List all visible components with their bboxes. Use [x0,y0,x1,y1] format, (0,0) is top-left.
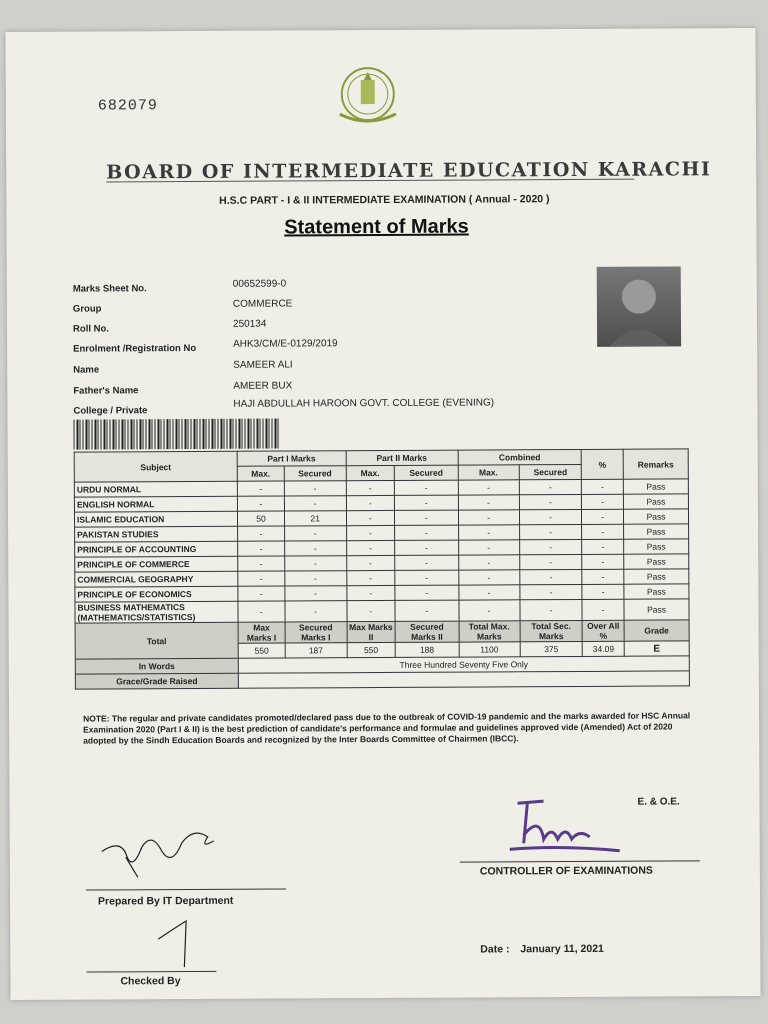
percent-header: % [582,449,624,479]
value-roll-no: 250134 [232,318,267,330]
mark-cell: - [285,571,347,586]
mark-cell: - [284,496,346,511]
mark-cell: - [346,585,395,600]
grace-value [238,671,689,688]
remarks-cell: Pass [624,569,689,584]
mark-cell: - [519,524,582,539]
col-header: Secured [394,465,457,480]
checked-by-label: Checked By [120,975,181,988]
subject-rows [74,479,689,623]
mark-cell: - [458,510,519,525]
mark-cell: - [458,585,519,600]
label-group: Group [72,303,102,315]
mark-cell: - [458,540,519,555]
remarks-cell: Pass [624,554,689,569]
mark-cell: - [519,539,582,554]
subject-name: PRINCIPLE OF COMMERCE [75,556,238,572]
date-label: Date : [480,943,510,956]
remarks-cell: Pass [624,524,689,539]
label-registration-no: Enrolment /Registration No [73,342,197,355]
barcode [74,419,279,450]
marks-table [74,448,690,689]
remarks-cell: Pass [623,509,688,524]
prepared-by-label: Prepared By IT Department [97,894,234,908]
date-value: January 11, 2021 [520,942,604,956]
total-value: 1100 [459,642,520,657]
mark-cell: - [285,586,347,601]
total-header: Total Max. Marks [459,621,520,642]
total-header: Grade [624,620,689,641]
mark-cell: - [285,556,347,571]
mark-cell: - [582,539,624,554]
col-header: Max. [458,465,519,480]
in-words-label: In Words [75,658,238,674]
subject-name: COMMERCIAL GEOGRAPHY [75,571,238,587]
mark-cell: - [237,496,284,511]
mark-cell: - [346,495,395,510]
mark-cell: - [582,524,624,539]
subject-name: PRINCIPLE OF ACCOUNTING [75,541,238,557]
remarks-header: Remarks [623,449,688,479]
mark-cell: - [458,570,519,585]
board-logo-emblem [328,64,408,128]
col-header: Max. [346,465,395,480]
controller-signature-line [460,860,700,862]
errors-omissions-excepted: E. & O.E. [637,796,680,808]
mark-cell: - [458,555,519,570]
col-header: Secured [284,466,346,481]
label-college: College / Private [73,405,148,417]
remarks-cell: Pass [624,584,689,599]
total-header: Secured Marks II [395,621,459,642]
person-silhouette-icon [597,266,681,346]
mark-cell: - [582,599,624,620]
controller-title: CONTROLLER OF EXAMINATIONS [479,864,653,878]
col-header: Max. [237,466,284,481]
prepared-by-signature [96,817,226,882]
total-value: 187 [285,643,347,658]
mark-cell: - [458,600,519,621]
mark-cell: - [346,480,395,495]
part1-header: Part I Marks [237,451,346,467]
mark-cell: - [519,494,582,509]
mark-cell: - [238,526,285,541]
mark-cell: - [238,586,285,601]
total-value: 34.09 [583,641,625,656]
mark-cell: - [582,569,624,584]
subject-name: BUSINESS MATHEMATICS (MATHEMATICS/STATISTICS) [75,601,238,623]
mark-cell: - [346,525,395,540]
prepared-by-line [86,889,286,891]
remarks-cell: Pass [624,539,689,554]
value-name: SAMEER ALI [233,359,293,371]
mark-cell: - [582,509,624,524]
mark-cell: - [582,554,624,569]
total-header: Over All % [582,620,624,641]
in-words-value: Three Hundred Seventy Five Only [238,656,689,673]
mark-cell: - [582,479,624,494]
statement-title: Statement of Marks [284,215,469,239]
mark-cell: - [520,599,583,620]
mark-cell: - [284,481,346,496]
subject-name: URDU NORMAL [74,481,237,497]
subject-name: PRINCIPLE OF ECONOMICS [75,586,238,602]
mark-cell: - [238,541,285,556]
part2-header: Part II Marks [346,450,458,466]
mark-cell: - [395,585,458,600]
total-value: 550 [347,642,396,657]
total-header: Max Marks II [347,621,396,642]
marks-sheet-document [5,28,760,1000]
checked-by-line [86,971,216,973]
mark-cell: - [582,584,624,599]
mark-cell: - [284,541,346,556]
mark-cell: - [238,571,285,586]
subject-header: Subject [74,451,237,482]
total-value: 375 [520,641,583,656]
mark-cell: - [395,570,458,585]
label-roll-no: Roll No. [72,323,109,335]
label-fathers-name: Father's Name [73,385,139,397]
mark-cell: - [395,600,459,621]
mark-cell: 50 [237,511,284,526]
remarks-cell: Pass [623,494,688,509]
mark-cell: - [395,540,458,555]
value-group: COMMERCE [232,298,293,310]
mark-cell: - [346,570,395,585]
subject-name: ISLAMIC EDUCATION [74,511,237,527]
remarks-cell: Pass [623,479,688,494]
mark-cell: - [395,555,458,570]
subject-name: PAKISTAN STUDIES [75,526,238,542]
mark-cell: - [346,555,395,570]
mark-cell: - [458,495,519,510]
mark-cell: - [346,540,395,555]
mark-cell: - [519,509,582,524]
mark-cell: - [238,601,285,622]
mark-cell: - [520,584,583,599]
mark-cell: - [284,526,346,541]
serial-number: 682079 [97,97,158,115]
mark-cell: - [238,556,285,571]
issue-date [480,943,604,956]
label-name: Name [73,364,100,376]
label-marks-sheet-no: Marks Sheet No. [72,283,147,295]
subject-name: ENGLISH NORMAL [74,496,237,512]
controller-signature [499,795,629,860]
value-college: HAJI ABDULLAH HAROON GOVT. COLLEGE (EVENING) [233,397,495,410]
value-marks-sheet-no: 00652599-0 [232,278,287,290]
mark-cell: - [458,480,519,495]
student-photo [597,266,681,346]
value-fathers-name: AMEER BUX [233,380,293,392]
mark-cell: - [395,510,458,525]
col-header: Secured [519,464,582,479]
board-name: BOARD OF INTERMEDIATE EDUCATION KARACHI [106,158,712,184]
mark-cell: - [519,479,582,494]
total-header: Total Sec. Marks [520,620,583,641]
mark-cell: - [520,569,583,584]
grade-value: E [624,641,689,656]
mark-cell: - [519,554,582,569]
mark-cell: - [582,494,624,509]
mark-cell: - [346,600,395,621]
total-value: 188 [395,642,458,657]
mark-cell: - [394,480,457,495]
mark-cell: - [458,525,519,540]
covid-note: NOTE: The regular and private candidates promoted/declared pass due to the outbreak of COVID-19 pandemic and the marks awarded for HSC Annual Examination 2020 (Part I & II) is the best prediction of candidate's performance and formulae and guidelines approved vide (Amended) Act of 2020 adopted by the Sindh Education Boards and recognized by the Inter Boards Committee of Chairmen (IBCC). [83,710,691,746]
total-value: 550 [238,643,285,658]
mark-cell: - [237,481,284,496]
total-label: Total [75,622,238,659]
remarks-cell: Pass [624,599,689,620]
mark-cell: - [395,525,458,540]
combined-header: Combined [458,449,582,465]
total-header: Secured Marks I [285,622,347,643]
mark-cell: - [395,495,458,510]
mark-cell: - [285,601,347,622]
exam-title: H.S.C PART - I & II INTERMEDIATE EXAMINATION ( Annual - 2020 ) [219,193,550,207]
checked-by-signature [150,917,210,971]
mark-cell: 21 [284,511,346,526]
grace-label: Grace/Grade Raised [75,673,238,689]
value-registration-no: AHK3/CM/E-0129/2019 [233,338,338,350]
mark-cell: - [346,510,395,525]
total-header: Max Marks I [238,622,285,643]
